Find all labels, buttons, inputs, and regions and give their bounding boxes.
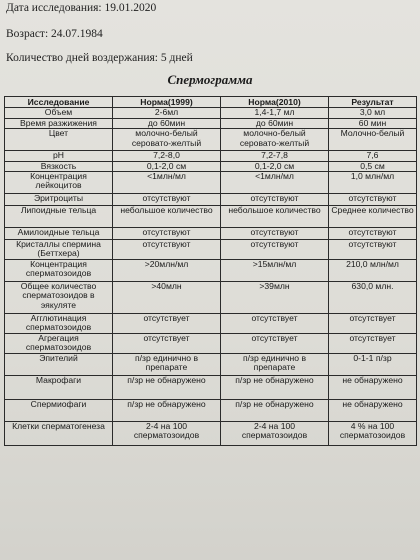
table-cell: п/зр единично в препарате <box>113 354 221 376</box>
table-row <box>5 282 417 314</box>
table-cell: Среднее количество <box>329 206 417 228</box>
table-cell: Время разжижения <box>5 118 113 128</box>
table-cell: 4 % на 100 сперматозоидов <box>329 422 417 446</box>
table-cell: отсутствуют <box>113 194 221 206</box>
table-row <box>5 376 417 400</box>
table-row <box>5 228 417 240</box>
header-cell: Результат <box>329 97 417 108</box>
table-cell: не обнаружено <box>329 376 417 400</box>
table-cell: до 60мин <box>221 118 329 128</box>
table-cell: Кристаллы спермина (Беттхера) <box>5 240 113 260</box>
table-cell: п/зр единично в препарате <box>221 354 329 376</box>
table-cell: Общее количество сперматозоидов в эякуляте <box>5 282 113 314</box>
table-cell: отсутствует <box>221 334 329 354</box>
table-cell: отсутствуют <box>221 240 329 260</box>
header-cell: Исследование <box>5 97 113 108</box>
table-cell: Макрофаги <box>5 376 113 400</box>
table-cell: Эпителий <box>5 354 113 376</box>
table-row <box>5 334 417 354</box>
table-cell: отсутствует <box>329 314 417 334</box>
table-cell: молочно-белый серовато-желтый <box>113 129 221 151</box>
table-cell: п/зр не обнаружено <box>221 376 329 400</box>
table-cell: >39млн <box>221 282 329 314</box>
table-cell: 0,1-2,0 см <box>221 161 329 171</box>
table-cell: отсутствуют <box>329 240 417 260</box>
table-cell: отсутствует <box>113 314 221 334</box>
table-cell: Спермиофаги <box>5 400 113 422</box>
table-cell: Вязкость <box>5 161 113 171</box>
table-cell: 7,2-8,0 <box>113 151 221 161</box>
table-cell: п/зр не обнаружено <box>221 400 329 422</box>
table-row <box>5 161 417 171</box>
table-cell: >40млн <box>113 282 221 314</box>
table-cell: отсутствует <box>329 334 417 354</box>
document-title: Спермограмма <box>167 72 253 87</box>
table-cell: Концентрация сперматозоидов <box>5 260 113 282</box>
table-cell: Объем <box>5 108 113 118</box>
table-cell: отсутствует <box>221 314 329 334</box>
header-cell: Норма(2010) <box>221 97 329 108</box>
table-cell: 60 мин <box>329 118 417 128</box>
table-cell: небольшое количество <box>113 206 221 228</box>
table-cell: небольшое количество <box>221 206 329 228</box>
table-row <box>5 422 417 446</box>
table-cell: 1,4-1,7 мл <box>221 108 329 118</box>
table-cell: >15млн/мл <box>221 260 329 282</box>
table-cell: молочно-белый серовато-желтый <box>221 129 329 151</box>
table-row <box>5 118 417 128</box>
table-row <box>5 172 417 194</box>
table-header-row <box>5 97 417 108</box>
table-cell: отсутствуют <box>329 228 417 240</box>
table-cell: не обнаружено <box>329 400 417 422</box>
table-cell: Молочно-белый <box>329 129 417 151</box>
table-cell: 0-1-1 п/зр <box>329 354 417 376</box>
table-cell: отсутствуют <box>221 194 329 206</box>
table-cell: отсутствуют <box>113 240 221 260</box>
table-cell: <1млн/мл <box>113 172 221 194</box>
table-row <box>5 194 417 206</box>
table-cell: Концентрация лейкоцитов <box>5 172 113 194</box>
table-cell: 0,5 см <box>329 161 417 171</box>
table-cell: 7,6 <box>329 151 417 161</box>
table-row <box>5 314 417 334</box>
table-cell: отсутствуют <box>221 228 329 240</box>
table-cell: Агрегация сперматозоидов <box>5 334 113 354</box>
table-cell: Клетки сперматогенеза <box>5 422 113 446</box>
table-cell: 2-6мл <box>113 108 221 118</box>
spermogram-table <box>4 96 417 446</box>
table-cell: 2-4 на 100 сперматозоидов <box>221 422 329 446</box>
table-cell: отсутствуют <box>113 228 221 240</box>
table-cell: >20млн/мл <box>113 260 221 282</box>
table-row <box>5 240 417 260</box>
abstinence-days: Количество дней воздержания: 5 дней <box>6 52 193 64</box>
table-cell: Эритроциты <box>5 194 113 206</box>
table-cell: до 60мин <box>113 118 221 128</box>
study-date: Дата исследования: 19.01.2020 <box>6 2 157 14</box>
table-row <box>5 108 417 118</box>
table-cell: 3,0 мл <box>329 108 417 118</box>
table-row <box>5 260 417 282</box>
table-cell: п/зр не обнаружено <box>113 376 221 400</box>
table-cell: Липоидные тельца <box>5 206 113 228</box>
table-cell: 7,2-7,8 <box>221 151 329 161</box>
table-row <box>5 129 417 151</box>
table-row <box>5 400 417 422</box>
table-cell: <1млн/мл <box>221 172 329 194</box>
table-cell: п/зр не обнаружено <box>113 400 221 422</box>
header-cell: Норма(1999) <box>113 97 221 108</box>
table-cell: отсутствует <box>113 334 221 354</box>
table-row <box>5 206 417 228</box>
table-cell: pH <box>5 151 113 161</box>
table-cell: Агглютинация сперматозоидов <box>5 314 113 334</box>
table-cell: Амилоидные тельца <box>5 228 113 240</box>
table-cell: 0,1-2,0 см <box>113 161 221 171</box>
table-cell: 1,0 млн/мл <box>329 172 417 194</box>
birth-date: Возраст: 24.07.1984 <box>6 28 103 40</box>
table-cell: 630,0 млн. <box>329 282 417 314</box>
table-cell: 210,0 млн/мл <box>329 260 417 282</box>
table-row <box>5 354 417 376</box>
table-row <box>5 151 417 161</box>
table-cell: 2-4 на 100 сперматозоидов <box>113 422 221 446</box>
table-cell: отсутствуют <box>329 194 417 206</box>
table-cell: Цвет <box>5 129 113 151</box>
